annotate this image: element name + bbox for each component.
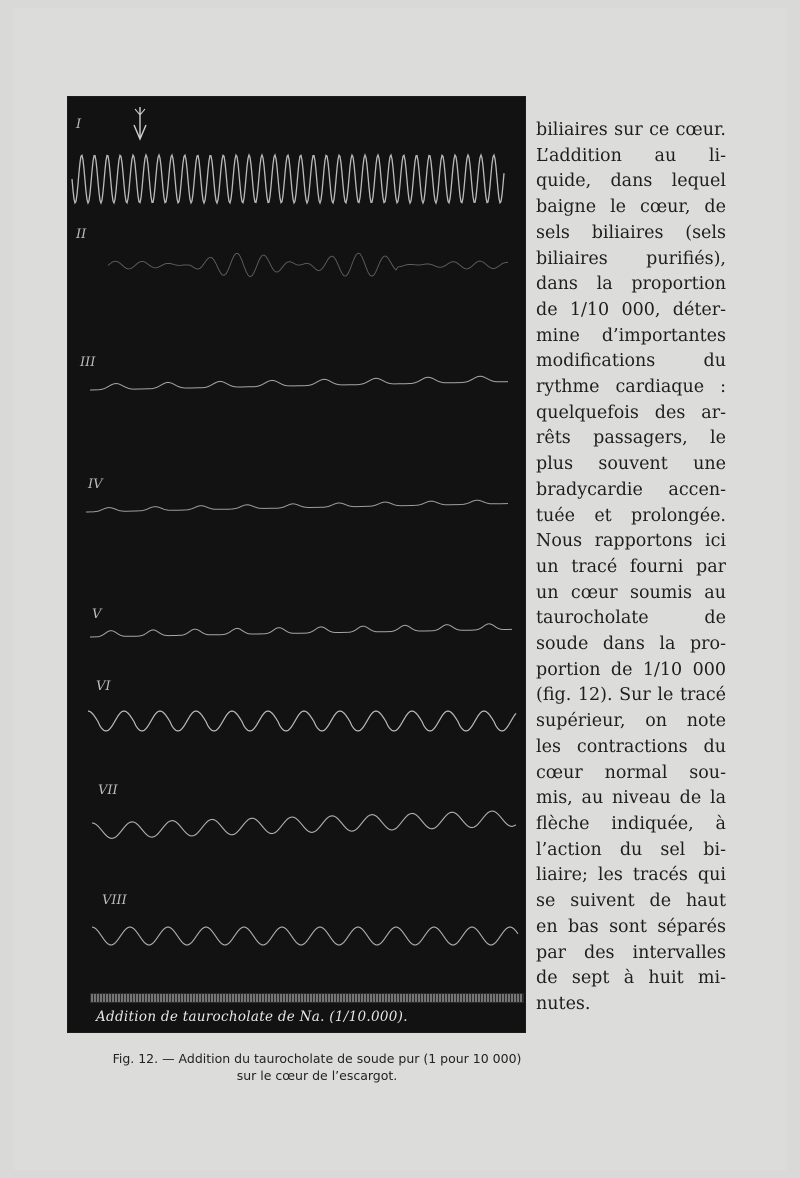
- kymograph-traces: [68, 97, 525, 1032]
- trace-label-5: V: [92, 607, 102, 622]
- body-text-line: (fig. 12). Sur le tracé: [536, 685, 726, 706]
- body-text-line: rythme cardiaque :: [536, 377, 726, 398]
- trace-5: [90, 624, 512, 637]
- body-text-line: nutes.: [536, 993, 591, 1014]
- caption-line-1: Fig. 12. — Addition du taurocholate de soude pur (1 pour 10 000): [112, 1051, 522, 1066]
- body-text-line: baigne le cœur, de: [536, 197, 726, 218]
- body-text-line: par des intervalles: [536, 942, 726, 963]
- trace-6: [88, 711, 516, 731]
- body-text-line: cœur normal sou-: [536, 762, 726, 783]
- body-text-line: mis, au niveau de la: [536, 788, 726, 809]
- body-text-line: bradycardie accen-: [536, 479, 726, 500]
- trace-label-8: VIII: [102, 893, 127, 908]
- body-text-line: un tracé fourni par: [536, 556, 726, 577]
- body-text-line: en bas sont séparés: [536, 916, 726, 937]
- trace-label-7: VII: [98, 783, 118, 798]
- body-text-line: liaire; les tracés qui: [536, 865, 726, 886]
- body-text-line: portion de 1/10 000: [536, 659, 726, 680]
- body-text-line: taurocholate de: [536, 608, 726, 629]
- body-text-line: modifications du: [536, 351, 726, 372]
- body-text-line: biliaires sur ce cœur.: [536, 120, 726, 140]
- body-text-line: supérieur, on note: [536, 711, 726, 732]
- body-text-line: dans la proportion: [536, 274, 726, 295]
- body-text-line: Nous rapportons ici: [536, 531, 726, 552]
- handwritten-annotation: Addition de taurocholate de Na. (1/10.000).: [96, 1009, 408, 1025]
- body-text-line: l’action du sel bi-: [536, 839, 726, 860]
- trace-1: [72, 155, 504, 203]
- body-text-line: plus souvent une: [536, 454, 726, 475]
- trace-label-4: IV: [88, 477, 103, 492]
- trace-label-2: II: [76, 227, 87, 242]
- body-text-line: biliaires purifiés),: [536, 248, 726, 269]
- trace-8: [92, 927, 518, 945]
- body-text-line: de 1/10 000, déter-: [536, 299, 726, 320]
- body-text-line: quelquefois des ar-: [536, 402, 726, 423]
- trace-7: [92, 811, 516, 838]
- body-text-line: quide, dans lequel: [536, 171, 726, 192]
- body-text-line: soude dans la pro-: [536, 634, 726, 655]
- trace-label-1: I: [76, 117, 82, 132]
- trace-3: [90, 376, 508, 390]
- trace-label-6: VI: [96, 679, 111, 694]
- caption-line-2: sur le cœur de l’escargot.: [236, 1068, 398, 1083]
- body-text-column: [536, 118, 726, 1018]
- down-arrow-icon: [134, 107, 146, 139]
- body-text-line: flèche indiquée, à: [536, 813, 726, 834]
- body-text-line: se suivent de haut: [536, 891, 726, 912]
- body-text-line: rêts passagers, le: [536, 428, 726, 449]
- body-text-line: un cœur soumis au: [536, 582, 726, 603]
- body-text-line: mine d’importantes: [536, 325, 726, 346]
- body-text-line: les contractions du: [536, 736, 726, 757]
- trace-4: [86, 500, 508, 512]
- body-text-line: L’addition au li-: [536, 145, 726, 166]
- figure-caption: [74, 1050, 560, 1084]
- trace-2: [108, 253, 508, 277]
- body-text-line: sels biliaires (sels: [536, 222, 726, 243]
- trace-label-3: III: [80, 355, 96, 370]
- body-text-line: tuée et prolongée.: [536, 505, 726, 526]
- kymograph-figure: [68, 97, 525, 1032]
- body-text-line: de sept à huit mi-: [536, 968, 726, 989]
